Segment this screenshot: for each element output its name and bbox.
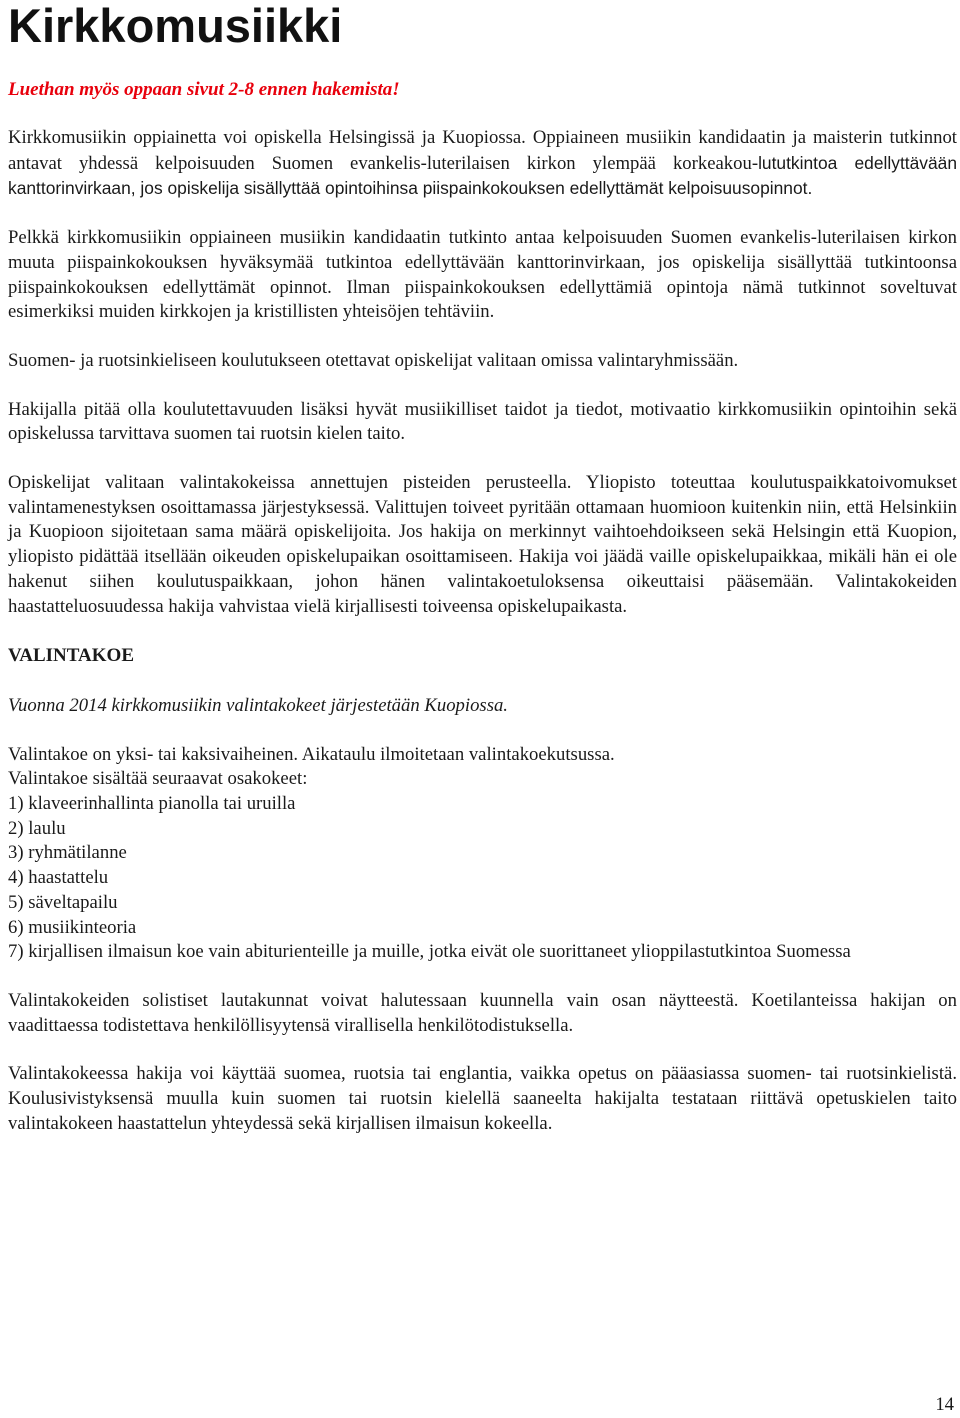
- intro-sans-text: lututkintoa edellyttävään kanttorinvirkaan, jos opiskelija sisällyttää opintoihinsa piispainkokouksen edellyttämät kelpoisuusopinnot.: [8, 152, 957, 199]
- list-item: 6) musiikinteoria: [8, 916, 137, 938]
- page-title: Kirkkomusiikki: [8, 0, 343, 52]
- intro-serif-text: Kirkkomusiikin oppiainetta voi opiskella Helsingissä ja Kuopiossa. Oppiaineen musiikin kandidaatin ja maisterin tutkinnot antavat yhdessä kelpoisuuden Suomen evankelis-luterilaisen kirkon ylempää korkeakou-: [8, 127, 957, 174]
- document-page: [8, 0, 957, 1137]
- list-item: 1) klaveerinhallinta pianolla tai uruilla: [8, 793, 296, 815]
- list-item: 7) kirjallisen ilmaisun koe vain abiturienteille ja muille, jotka eivät ole suorittaneet ylioppilastutkintoa Suomessa: [8, 941, 851, 963]
- section-heading: VALINTAKOE: [8, 645, 134, 667]
- list-item: 4) haastattelu: [8, 867, 109, 889]
- paragraph-lautakunnat: Valintakokeiden solistiset lautakunnat voivat halutessaan kuunnella vain osan näytteestä. Koetilanteissa hakijan on vaadittaessa todistettava henkilöllisyytensä virallisella henkilötodistuksella.: [8, 989, 957, 1036]
- list-item: 5) säveltapailu: [8, 891, 118, 913]
- exam-line-1: Valintakoe on yksi- tai kaksivaiheinen. Aikataulu ilmoitetaan valintakoekutsussa.: [8, 743, 615, 765]
- paragraph-valinta: Opiskelijat valitaan valintakokeissa annettujen pisteiden perusteella. Yliopisto toteuttaa koulutuspaikkatoivomukset valintamenestyksen osoittamassa järjestyksessä. Valittujen toiveet pyritään ottamaan huomioon kuitenkin niin, että Helsinkiin ja Kuopioon sijoitetaan sama määrä opiskelijoita. Jos hakija on merkinnyt vaihtoehdoikseen sekä Helsingin että Kuopion, yliopisto pidättää itsellään oikeuden opiskelupaikan osoittamiseen. Hakija voi jäädä vaille opiskelupaikkaa, mikäli hän ei ole hakenut siihen koulutuspaikkaan, johon hänen valintakoetuloksensa oikeuttaisi pääsemään. Valintakokeiden haastatteluosuudessa hakija vahvistaa vielä kirjallisesti toiveensa opiskelupaikasta.: [8, 472, 957, 617]
- list-item: 3) ryhmätilanne: [8, 842, 127, 864]
- page-number: 14: [935, 1394, 954, 1415]
- paragraph-hakija-taidot: Hakijalla pitää olla koulutettavuuden lisäksi hyvät musiikilliset taidot ja tiedot, motivaatio kirkkomusiikin opintoihin sekä opiskelussa tarvittava suomen tai ruotsin kielen taito.: [8, 398, 957, 445]
- paragraph-kelpoisuus: Pelkkä kirkkomusiikin oppiaineen musiikin kandidaatin tutkinto antaa kelpoisuuden Suomen evankelis-luterilaisen kirkon muuta piispainkokouksen hyväksymää tutkintoa edellyttävään kanttorinvirkaan, jos opiskelija sisällyttää tutkintoonsa piispainkokouksen edellyttämät opinnot. Ilman piispainkokouksen edellyttämiä opintoja nämä tutkinnot soveltuvat esimerkiksi muiden kirkkojen ja kristillisten yhteisöjen tehtäviin.: [8, 227, 957, 323]
- paragraph-kielet: Valintakokeessa hakija voi käyttää suomea, ruotsia tai englantia, vaikka opetus on pääasiassa suomen- tai ruotsinkielistä. Koulusivistyksensä muulla kuin suomen tai ruotsin kielellä saaneelta hakijalta testataan riittävä opetuskielen taito valintakokeen haastattelun yhteydessä sekä kirjallisen ilmaisun kokeella.: [8, 1063, 957, 1134]
- paragraph-valintaryhmat: Suomen- ja ruotsinkieliseen koulutukseen otettavat opiskelijat valitaan omissa valintaryhmissään.: [8, 349, 739, 371]
- exam-parts-list: [8, 792, 957, 965]
- exam-line-2: Valintakoe sisältää seuraavat osakokeet:: [8, 768, 308, 790]
- intro-paragraph: [8, 126, 957, 202]
- notice-text: Luethan myös oppaan sivut 2-8 ennen hakemista!: [8, 79, 400, 100]
- italic-note: Vuonna 2014 kirkkomusiikin valintakokeet järjestetään Kuopiossa.: [8, 694, 508, 716]
- list-item: 2) laulu: [8, 817, 66, 839]
